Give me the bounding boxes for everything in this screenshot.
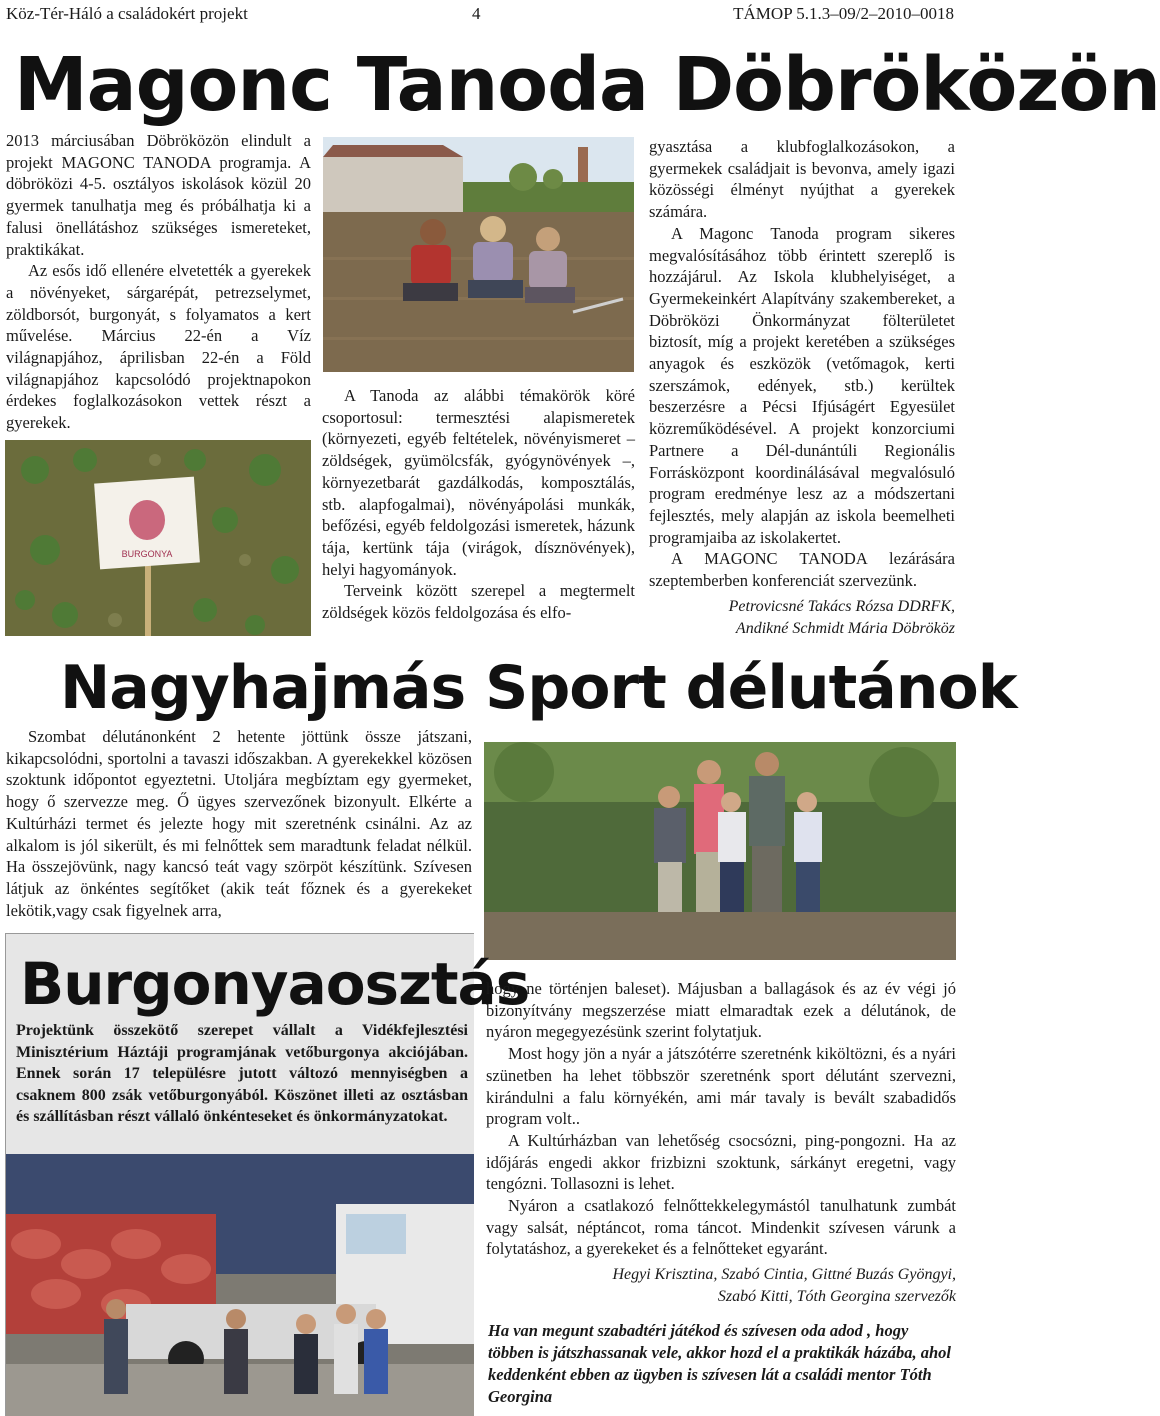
article2-signature [486, 1264, 956, 1308]
header-grant-code: TÁMOP 5.1.3–09/2–2010–0018 [733, 4, 954, 23]
article-title-sport: Nagyhajmás Sport délutánok [60, 653, 1017, 723]
photo-potato-field-sign [5, 440, 311, 636]
photo-potato-distribution [6, 1154, 474, 1416]
article1-paragraph: 2013 márciusában Döbröközön elindult a projekt MAGONC TANODA programja. A döbröközi 4-5. osztályos iskolások közül 20 gyermek tanulhatja meg és próbálhatja ki a falusi önellátáshoz szükséges ismereteket, praktikákat. [6, 131, 311, 259]
photo-sport-group [484, 742, 956, 960]
article3-paragraph: Projektünk összekötő szerepet vállalt a Vidékfejlesztési Minisztérium Háztáji programjának vetőburgonya akciójában. Ennek során 17 településre jutott változó mennyiségben a csaknem 800 zsák vetőburgonyából. Köszönet illeti az osztásban és szállításban részt vállaló önkénteseket és önkormányzatokat. [16, 1022, 468, 1125]
article2-paragraph: hogy ne történjen baleset). Májusban a ballagások és az év végi jó bizonyítvány megszerzése miatt elmaradtak ezek a délutánok, de nyáron megegyezésünk szerint folytatjuk. [486, 979, 956, 1042]
article1-column-2 [322, 385, 635, 624]
article1-paragraph: gyasztása a klubfoglalkozásokon, a gyermekek családjait is bevonva, amely igazi közösségi élményt nyújthat a gyerekek számára. [649, 137, 955, 222]
article1-paragraph: Terveink között szerepel a megtermelt zöldségek közös feldolgozása és elfo- [322, 581, 635, 623]
signature-line: Hegyi Krisztina, Szabó Cintia, Gittné Buzás Gyöngyi, [612, 1266, 956, 1283]
article2-right-column [486, 978, 956, 1260]
header-project-name: Köz-Tér-Háló a családokért projekt [6, 4, 248, 23]
article2-paragraph: Most hogy jön a nyár a játszótérre szeretnénk kiköltözni, és a nyári szünetben ha lehet többször szeretnénk sport délutánt szervezni, kirándulni a falu környékén, ami már tavaly is bevált szabadidős program volt.. [486, 1044, 956, 1129]
sign-label: BURGONYA [121, 549, 173, 559]
article2-paragraph: A Kultúrházban van lehetőség csocsózni, ping-pongozni. Ha az időjárás engedi akkor frizbizni szoktunk, sárkányt eregetni, vagy tengózni. Tollasozni is lehet. [486, 1130, 956, 1194]
article1-paragraph: A MAGONC TANODA lezárására szeptemberben konferenciát szervezünk. [649, 549, 955, 591]
article1-paragraph: A Tanoda az alábbi témakörök köré csoportosul: termesztési alapismeretek (környezeti, egyéb feltételek, növényismeret – zöldségek, gyümölcsfák, gyógynövények –, környezetbarát gazdálkodás, komposztálás, stb. alapfogalmai), növényápolási munkák, befőzési, egyéb feldolgozási ismeretek, házunk tája, kertünk tája (virágok, dísznövények), helyi hagyományok. [322, 386, 635, 579]
article-title-burgonya: Burgonyaosztás [20, 950, 530, 1018]
article1-column-3 [649, 136, 955, 592]
signature-line: Petrovicsné Takács Rózsa DDRFK, [728, 598, 955, 615]
article2-paragraph: Nyáron a csatlakozó felnőttekkelegymástól tanulhatunk zumbát vagy salsát, néptáncot, roma táncot. Mindenkit szívesen várunk a folytatáshoz, a gyerekeket és a felnőtteket egyaránt. [486, 1196, 956, 1259]
article1-column-1 [6, 130, 311, 434]
article-title-magonc: Magonc Tanoda Döbröközön [14, 42, 1160, 128]
article1-signature [649, 596, 955, 640]
article1-paragraph: A Magonc Tanoda program sikeres megvalósításához több érintett szereplő is hozzájárul. Az Iskola klubhelyiséget, a Gyermekeinkért Alapítvány szakembereket, a Döbröközi Önkormányzat fölterületet biztosít, míg a projekt keretében a szükséges anyagok és eszközök (vetőmagok, kerti szerszámok, edények, stb.) kerültek beszerzésre a Pécsi Ifjúságért Egyesület közreműködésével. A projekt konzorciumi Partnere a Dél-dunántúli Regionális Forrásközpont koordinálásával megvalósuló program eredménye lesz az a módszertani fejlesztés, mely alapján az iskola beemelheti programjaiba az iskolakertet. [649, 223, 955, 547]
article2-paragraph: Szombat délutánonként 2 hetente jöttünk össze játszani, kikapcsolódni, sportolni a tavaszi időszakban. A gyerekekkel közösen szoktunk időpontot egyeztetni. Utoljára megbíztam egy gyermeket, hogy ő szervezze meg. Ő ügyes szervezőnek bizonyult. Elkérte a Kultúrházi termet és jelezte hogy mit szeretnénk csinálni. Az az alkalom is jól sikerült, és mi felnőttek sem maradtunk feladat nélkül. Ha összejövünk, nagy kancsó teát vagy szörpöt készítünk. Szívesen látjuk az önkéntes segítőket (akik teát főznek és a gyerekeket lekötik,vagy csak figyelnek arra, [6, 727, 472, 920]
article2-left-column [6, 726, 472, 921]
page-number: 4 [472, 4, 481, 23]
signature-line: Szabó Kitti, Tóth Georgina szervezők [717, 1288, 956, 1305]
article3-box [5, 933, 530, 1416]
article2-closing-note: Ha van megunt szabadtéri játékod és szívesen oda adod , hogy többen is játszhassanak vele, akkor hozd el a praktikák házába, ahol keddenként ebben az ügyben is szívesen lát a családi mentor Tóth Georgina [488, 1321, 951, 1406]
photo-children-planting [323, 137, 634, 372]
signature-line: Andikné Schmidt Mária Döbrököz [735, 620, 955, 637]
article1-paragraph: Az esős idő ellenére elvetették a gyerekek a növényeket, sárgarépát, petrezselymet, zöldborsót, burgonyát, s folyamatos a kert művelése. Március 22-én a Víz világnapjához, áprilisban 22-én a Föld világnapjához kapcsolódó projektnapokon érdekes foglalkozásokon vettek részt a gyerekek. [6, 261, 311, 433]
